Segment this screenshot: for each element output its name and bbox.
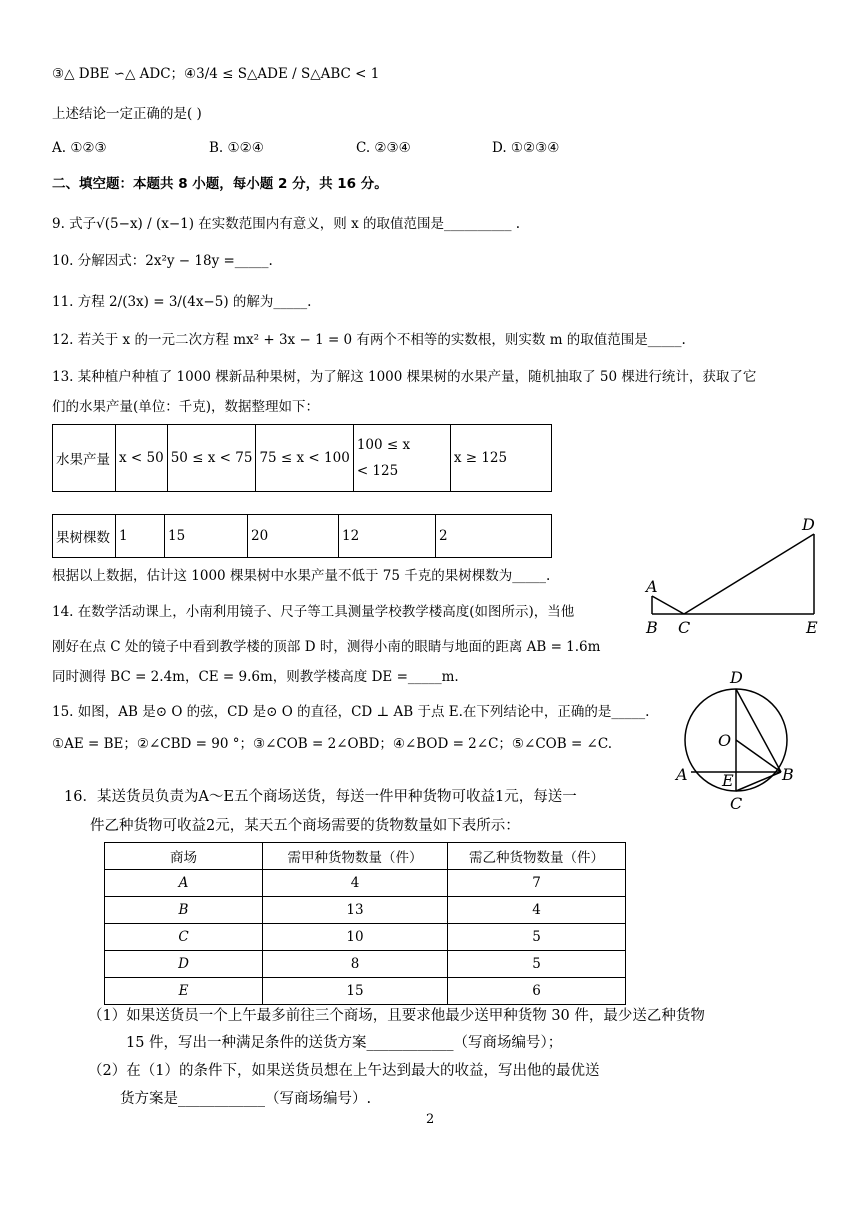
q16-store: B [105, 897, 263, 924]
table-row [105, 897, 626, 924]
q16-qty-b: 7 [448, 870, 626, 897]
q16-qty-a: 8 [263, 951, 448, 978]
q16-qty-b: 6 [448, 978, 626, 1005]
q16-qty-a: 13 [263, 897, 448, 924]
q9: 9. 式子√(5−x) / (x−1) 在实数范围内有意义，则 x 的取值范围是__________ . [52, 216, 521, 232]
q11: 11. 方程 2/(3x) = 3/(4x−5) 的解为_____. [52, 294, 312, 310]
q15-label-a: A [676, 765, 688, 784]
q16-part2-line1: （2）在（1）的条件下，如果送货员想在上午达到最大的收益，写出他的最优送 [88, 1063, 600, 1079]
q8-line1: ③△ DBE ∽△ ADC；④3/4 ≤ S△ADE / S△ABC < 1 [52, 66, 380, 82]
table-row [105, 870, 626, 897]
q14-mirror-figure [640, 510, 840, 638]
q16-store: E [105, 978, 263, 1005]
q13-row2-cell: 20 [248, 515, 339, 558]
table-row [105, 924, 626, 951]
q13-row1-range-top: 100 ≤ x [356, 437, 411, 453]
q14-label-a: A [646, 577, 658, 596]
q15-label-d: D [730, 668, 743, 687]
q16-qty-b: 5 [448, 924, 626, 951]
q16-store: D [105, 951, 263, 978]
q16-qty-a: 10 [263, 924, 448, 951]
q13-row1-cell: 75 ≤ x < 100 [256, 425, 353, 492]
q16-part2-line2: 货方案是____________（写商场编号）. [120, 1091, 372, 1107]
q13-row1-cell: x ≥ 125 [450, 425, 551, 492]
q13-row2-cell: 1 [116, 515, 165, 558]
q15-label-e: E [722, 771, 734, 790]
q8-prompt: 上述结论一定正确的是( ) [52, 106, 202, 122]
q16-col-header: 需乙种货物数量（件） [448, 843, 626, 870]
q15-label-b: B [782, 765, 794, 784]
q13-row2-header: 果树棵数 [53, 515, 116, 558]
q14-line3: 同时测得 BC = 2.4m，CE = 9.6m，则教学楼高度 DE =_____m. [52, 669, 459, 685]
q13-row1-range-bottom: < 125 [356, 463, 399, 479]
table-row [105, 978, 626, 1005]
q8-option-c: C. ②③④ [356, 140, 411, 156]
q16-store: C [105, 924, 263, 951]
q13-row1-cell: 50 ≤ x < 75 [167, 425, 256, 492]
q15-label-c: C [730, 794, 743, 813]
q14-line2: 刚好在点 C 处的镜子中看到教学楼的顶部 D 时，测得小南的眼睛与地面的距离 AB = 1.6m [52, 639, 601, 655]
q16-table [104, 842, 626, 1005]
q13-row2-cell: 15 [165, 515, 248, 558]
q14-label-e: E [806, 618, 818, 637]
q13-row1-header: 水果产量 [53, 425, 116, 492]
q16-line1: 16．某送货员负责为A～E五个商场送货，每送一件甲种货物可收益1元，每送一 [64, 789, 577, 805]
q8-option-b: B. ①②④ [209, 140, 264, 156]
q13-line1: 13. 某种植户种植了 1000 棵新品种果树，为了解这 1000 棵果树的水果产量，随机抽取了 50 棵进行统计，获取了它 [52, 369, 757, 385]
q13-line2: 们的水果产量(单位：千克)，数据整理如下： [52, 399, 320, 415]
q16-qty-b: 5 [448, 951, 626, 978]
q16-store: A [105, 870, 263, 897]
q14-label-b: B [646, 618, 658, 637]
q14-label-c: C [678, 618, 691, 637]
q13-after: 根据以上数据，估计这 1000 棵果树中水果产量不低于 75 千克的果树棵数为_____. [52, 568, 551, 584]
q15-label-o: O [718, 731, 732, 750]
q16-part1-line2: 15 件，写出一种满足条件的送货方案____________（写商场编号）； [126, 1035, 563, 1051]
q16-qty-a: 4 [263, 870, 448, 897]
q16-qty-a: 15 [263, 978, 448, 1005]
page-number: 2 [426, 1112, 435, 1127]
q13-table-yield [52, 424, 552, 492]
q13-row2-cell: 12 [339, 515, 436, 558]
table-row [105, 951, 626, 978]
q16-line2: 件乙种货物可收益2元，某天五个商场需要的货物数量如下表所示： [90, 818, 520, 834]
q16-qty-b: 4 [448, 897, 626, 924]
q16-col-header: 需甲种货物数量（件） [263, 843, 448, 870]
q8-option-a: A. ①②③ [52, 140, 107, 156]
q14-line1: 14. 在数学活动课上，小南利用镜子、尺子等工具测量学校教学楼高度(如图所示)，当他 [52, 604, 575, 620]
q13-row1-cell: x < 50 [116, 425, 168, 492]
q12: 12. 若关于 x 的一元二次方程 mx² + 3x − 1 = 0 有两个不相等的实数根，则实数 m 的取值范围是_____. [52, 332, 686, 348]
q13-row1-cell [353, 425, 450, 492]
section-heading: 二、填空题：本题共 8 小题，每小题 2 分，共 16 分。 [52, 176, 388, 192]
q14-label-d: D [802, 515, 815, 534]
q15-circle-figure [672, 668, 822, 816]
q13-row2-cell: 2 [436, 515, 552, 558]
q15-line2: ①AE = BE；②∠CBD = 90 °；③∠COB = 2∠OBD；④∠BOD = 2∠C；⑤∠COB = ∠C. [52, 736, 612, 752]
q10: 10. 分解因式：2x²y − 18y =_____. [52, 253, 273, 269]
q15-line1: 15. 如图，AB 是⊙ O 的弦，CD 是⊙ O 的直径，CD ⊥ AB 于点 E.在下列结论中，正确的是_____. [52, 704, 650, 720]
q16-part1-line1: （1）如果送货员一个上午最多前往三个商场，且要求他最少送甲种货物 30 件，最少送乙种货物 [88, 1008, 705, 1024]
q8-option-d: D. ①②③④ [492, 140, 560, 156]
q13-table-count [52, 514, 552, 558]
q16-col-header: 商场 [105, 843, 263, 870]
